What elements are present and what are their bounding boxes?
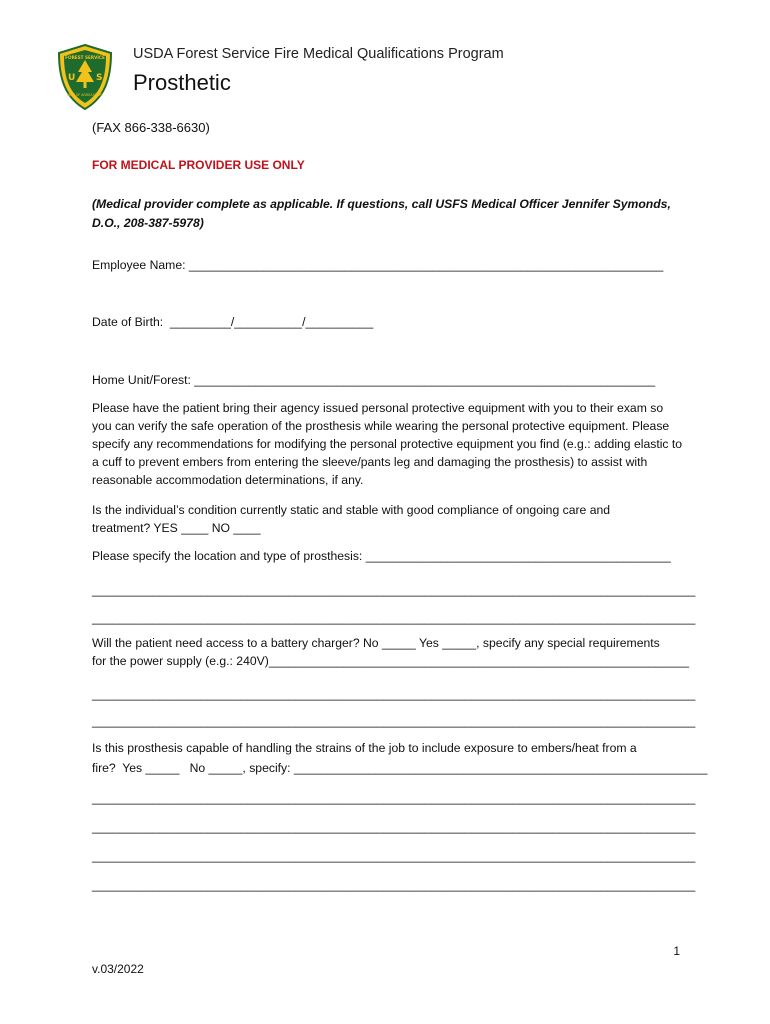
forest-service-shield-logo	[56, 44, 114, 110]
condition-stable-question[interactable]: Is the individual’s condition currently static and stable with good compliance of ongoing care and treatment? YES ____ NO ____	[92, 503, 611, 535]
strain-line-4[interactable]: _________________________________________________________________________________________	[92, 849, 696, 863]
form-title: Prosthetic	[133, 70, 231, 95]
date-of-birth-field[interactable]: Date of Birth: _________/__________/__________	[92, 315, 374, 329]
prosthesis-location-field[interactable]: Please specify the location and type of prosthesis: _____________________________________________	[92, 549, 671, 563]
battery-charger-question[interactable]: Will the patient need access to a battery charger? No _____ Yes _____, specify any special requirements	[92, 636, 660, 650]
strain-specify-field[interactable]: fire? Yes _____ No _____, specify: _____________________________________________________________	[92, 761, 708, 775]
strain-question: Is this prosthesis capable of handling the strains of the job to include exposure to embers/heat from a	[92, 741, 637, 755]
strain-line-2[interactable]: _________________________________________________________________________________________	[92, 791, 696, 805]
svg-text:DEPT OF AGRICULTURE: DEPT OF AGRICULTURE	[66, 93, 104, 97]
svg-text:FOREST SERVICE: FOREST SERVICE	[65, 55, 105, 60]
prosthesis-location-line-3[interactable]: _________________________________________________________________________________________	[92, 611, 696, 625]
provider-only-notice: FOR MEDICAL PROVIDER USE ONLY	[92, 158, 305, 172]
instructions-note: (Medical provider complete as applicable. If questions, call USFS Medical Officer Jennifer Symonds, D.O., 208-387-5978)	[92, 197, 671, 230]
home-unit-field[interactable]: Home Unit/Forest: ____________________________________________________________________	[92, 373, 656, 387]
strain-line-5[interactable]: _________________________________________________________________________________________	[92, 878, 696, 892]
fax-number: (FAX 866-338-6630)	[92, 120, 210, 135]
power-supply-field[interactable]: for the power supply (e.g.: 240V)______________________________________________________________	[92, 654, 690, 668]
ppe-instructions-paragraph: Please have the patient bring their agency issued personal protective equipment with you to their exam so you can verify the safe operation of the prosthesis while wearing the personal protective equipment. Please specify any recommendations for modifying the personal protective equipment you find (e.g.: adding elastic to a cuff to prevent embers from entering the sleeve/pants leg and damaging the prosthesis) to assist with reasonable accommodation determinations, if any.	[92, 401, 683, 487]
program-name: USDA Forest Service Fire Medical Qualifications Program	[133, 46, 504, 62]
page-number: 1	[673, 944, 680, 958]
logo-letters: U	[68, 73, 76, 83]
employee-name-field[interactable]: Employee Name: ______________________________________________________________________	[92, 258, 664, 272]
strain-line-3[interactable]: _________________________________________________________________________________________	[92, 820, 696, 834]
svg-text:S: S	[96, 73, 103, 83]
version-label: v.03/2022	[92, 962, 144, 976]
battery-line-2[interactable]: _________________________________________________________________________________________	[92, 687, 696, 701]
battery-line-3[interactable]: _________________________________________________________________________________________	[92, 714, 696, 728]
prosthesis-location-line-2[interactable]: _________________________________________________________________________________________	[92, 583, 696, 597]
